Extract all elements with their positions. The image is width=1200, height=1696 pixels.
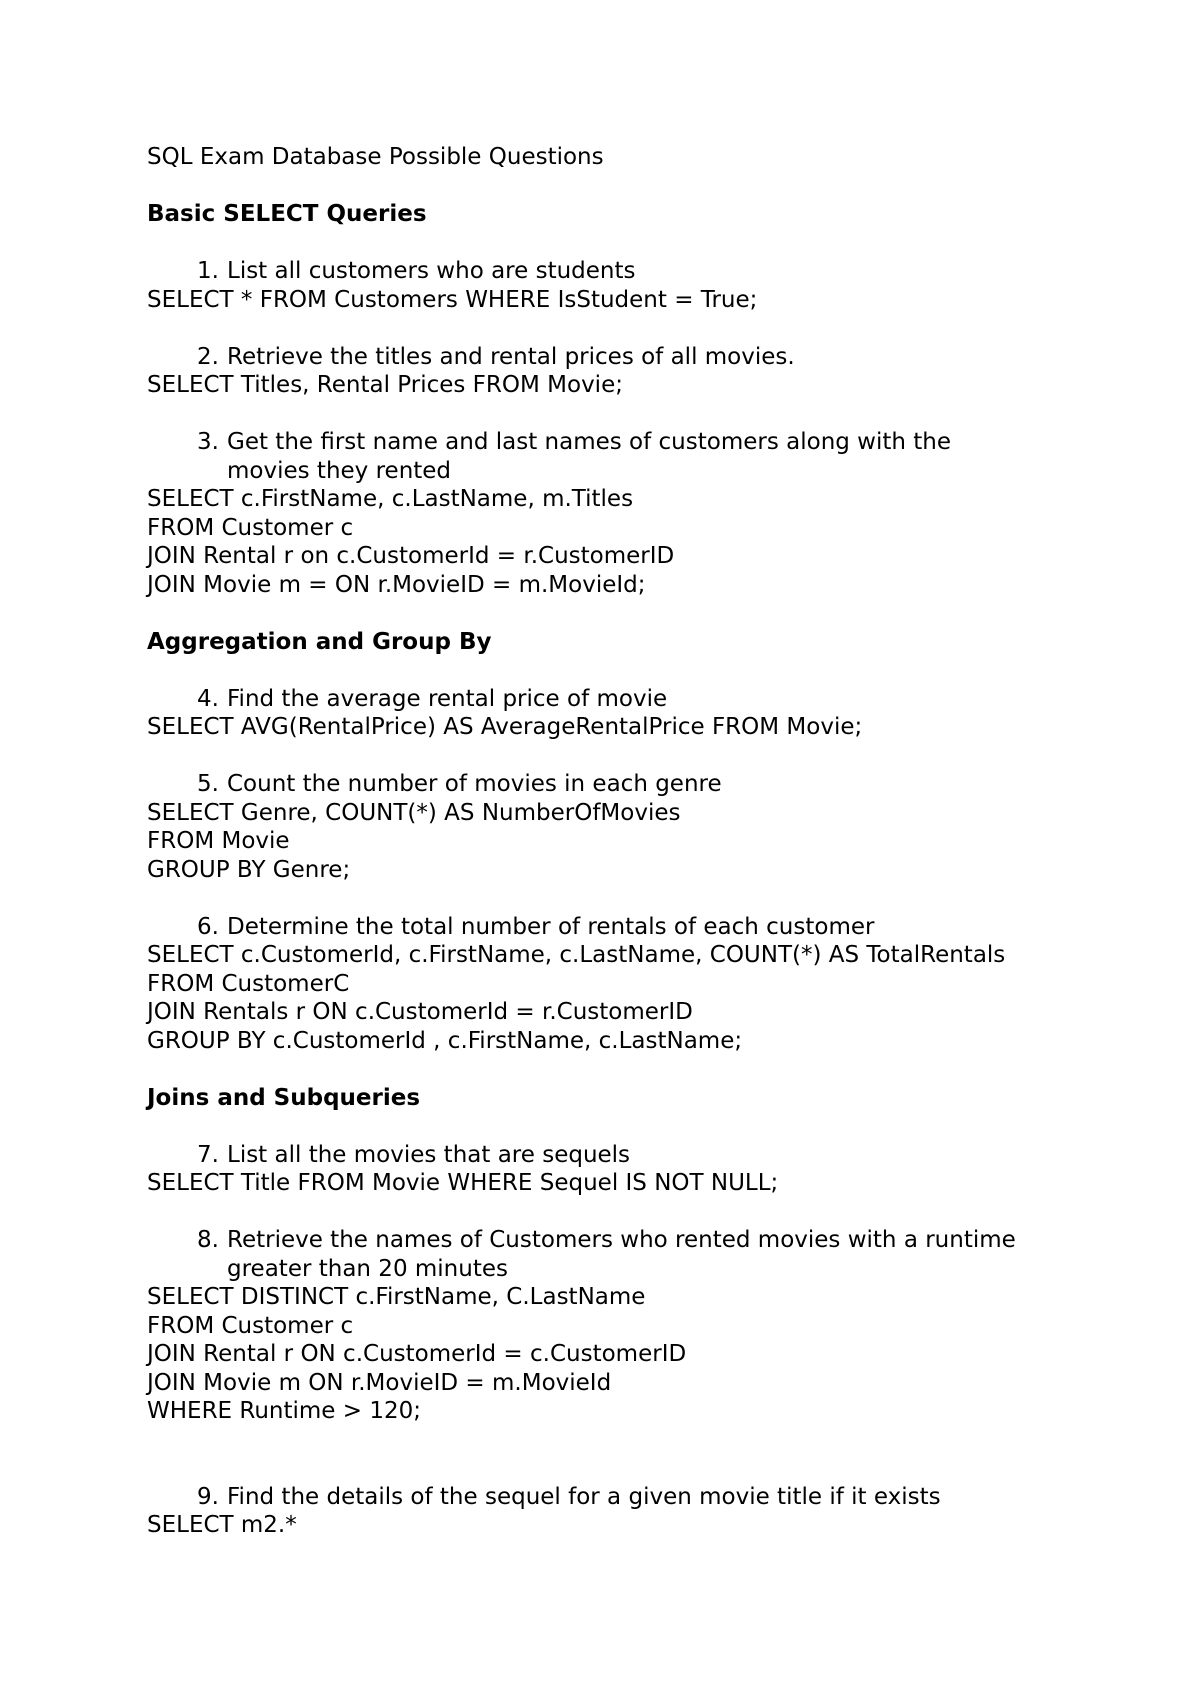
spacer: [147, 1426, 1087, 1455]
question-text: Find the details of the sequel for a given movie title if it exists: [227, 1483, 941, 1510]
spacer: [147, 314, 1087, 343]
sql-line: SELECT m2.*: [147, 1512, 297, 1538]
question-text: List all customers who are students: [227, 258, 636, 284]
question-number: 2.: [197, 343, 219, 370]
question-number: 3.: [197, 429, 219, 455]
question-4: [147, 685, 1087, 714]
spacer: [147, 1198, 1087, 1227]
document-body: [147, 143, 1087, 1540]
sql-line: SELECT DISTINCT c.FirstName, C.LastName: [147, 1284, 646, 1310]
sql-line: GROUP BY Genre;: [147, 856, 351, 883]
section-heading-joins: Joins and Subqueries: [147, 1084, 421, 1111]
question-7: [147, 1141, 1087, 1170]
spacer: [147, 1112, 1087, 1141]
sql-line: SELECT * FROM Customers WHERE IsStudent = True;: [147, 286, 758, 313]
sql-line: SELECT c.CustomerId, c.FirstName, c.LastName, COUNT(*) AS TotalRentals: [147, 942, 1006, 968]
spacer: [147, 1055, 1087, 1084]
question-1: [147, 257, 1087, 286]
document-title: SQL Exam Database Possible Questions: [147, 144, 604, 170]
question-number: 5.: [197, 771, 219, 797]
spacer: [147, 742, 1087, 771]
sql-line: SELECT Genre, COUNT(*) AS NumberOfMovies: [147, 799, 681, 826]
question-number: 6.: [197, 913, 219, 940]
question-text: Determine the total number of rentals of each customer: [227, 913, 875, 940]
question-text: Retrieve the names of Customers who rented movies with a runtime greater than 20 minutes: [227, 1227, 1016, 1282]
question-5: [147, 770, 1087, 799]
spacer: [147, 400, 1087, 429]
sql-line: FROM Movie: [147, 828, 290, 854]
question-text: Find the average rental price of movie: [227, 685, 668, 712]
section-heading-aggregation: Aggregation and Group By: [147, 628, 492, 655]
sql-line: JOIN Rentals r ON c.CustomerId = r.CustomerID: [147, 999, 693, 1025]
spacer: [147, 172, 1087, 201]
question-number: 8.: [197, 1227, 219, 1253]
sql-line: FROM CustomerC: [147, 970, 350, 997]
sql-line: FROM Customer c: [147, 1312, 354, 1339]
sql-line: SELECT AVG(RentalPrice) AS AverageRentalPrice FROM Movie;: [147, 714, 863, 740]
sql-line: SELECT Title FROM Movie WHERE Sequel IS NOT NULL;: [147, 1170, 779, 1196]
question-3: [147, 428, 1087, 485]
spacer: [147, 599, 1087, 628]
spacer: [147, 884, 1087, 913]
question-text: Count the number of movies in each genre: [227, 771, 722, 797]
question-6: [147, 913, 1087, 942]
spacer: [147, 229, 1087, 258]
question-number: 9.: [197, 1483, 219, 1510]
question-9: [147, 1483, 1087, 1512]
question-number: 4.: [197, 685, 219, 712]
sql-line: JOIN Rental r on c.CustomerId = r.CustomerID: [147, 543, 675, 569]
sql-line: SELECT Titles, Rental Prices FROM Movie;: [147, 372, 623, 398]
sql-line: JOIN Movie m = ON r.MovieID = m.MovieId;: [147, 571, 646, 598]
question-8: [147, 1226, 1087, 1283]
spacer: [147, 656, 1087, 685]
sql-line: JOIN Movie m ON r.MovieID = m.MovieId: [147, 1369, 612, 1396]
sql-line: GROUP BY c.CustomerId , c.FirstName, c.LastName;: [147, 1027, 743, 1054]
question-number: 1.: [197, 258, 219, 284]
sql-line: FROM Customer c: [147, 514, 354, 541]
spacer: [147, 1454, 1087, 1483]
sql-line: JOIN Rental r ON c.CustomerId = c.CustomerID: [147, 1341, 687, 1367]
sql-line: WHERE Runtime > 120;: [147, 1398, 422, 1424]
question-number: 7.: [197, 1141, 219, 1168]
question-text: Get the first name and last names of customers along with the movies they rented: [227, 429, 952, 484]
sql-line: SELECT c.FirstName, c.LastName, m.Titles: [147, 486, 634, 512]
question-text: List all the movies that are sequels: [227, 1141, 631, 1168]
question-2: [147, 343, 1087, 372]
question-text: Retrieve the titles and rental prices of all movies.: [227, 343, 795, 370]
section-heading-basic-select: Basic SELECT Queries: [147, 201, 427, 227]
